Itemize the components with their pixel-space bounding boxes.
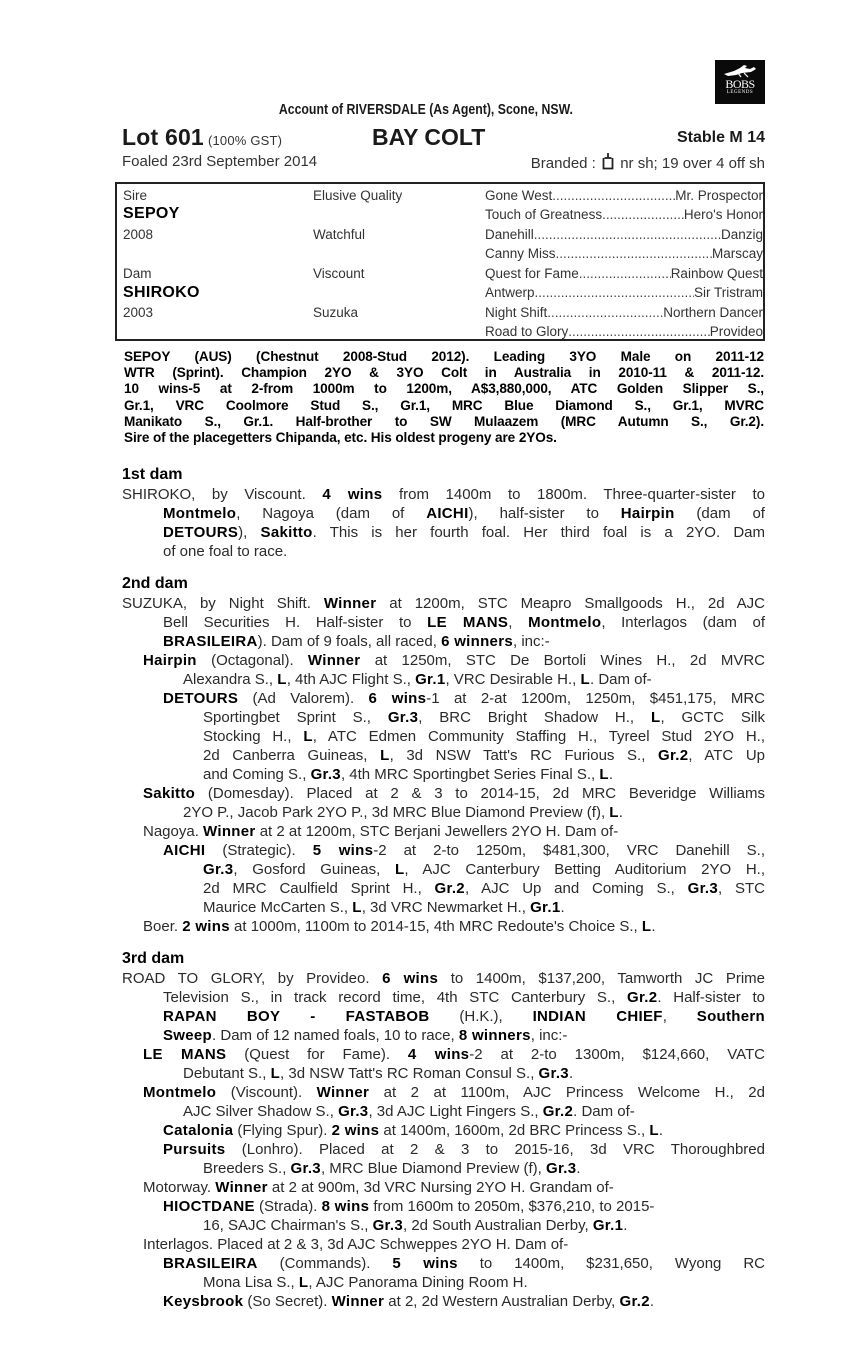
horse-sex-color: BAY COLT: [372, 124, 486, 150]
third-dam-line: HIOCTDANE (Strada). 8 wins from 1600m to 2050m, $376,210, to 2015-: [163, 1198, 655, 1215]
bold-text: Montmelo: [143, 1084, 217, 1101]
bold-text: BRASILEIRA: [163, 633, 258, 650]
ancestor-row: [485, 227, 763, 242]
ancestor-left: Quest for Fame: [485, 266, 579, 281]
bold-text: 4 wins: [407, 1046, 470, 1063]
bold-text: Gr.3: [372, 1217, 403, 1234]
bold-text: Gr.3: [546, 1160, 577, 1177]
third-dam-line: Pursuits (Lonhro). Placed at 2 & 3 to 2015-16, 3d VRC Thoroughbred: [163, 1141, 765, 1158]
sire-year: 2008: [123, 227, 154, 242]
ancestor-right: Mr. Prospector: [675, 188, 763, 203]
second-dam-line: Gr.3, Gosford Guineas, L, AJC Canterbury Betting Auditorium 2YO H.,: [203, 861, 765, 878]
bold-text: 5 wins: [312, 842, 374, 859]
bold-text: Gr.3: [387, 709, 419, 726]
bold-text: Gr.3: [203, 861, 234, 878]
sire-label: Sire: [123, 188, 148, 203]
ancestor-left: Touch of Greatness: [485, 207, 603, 222]
bold-text: 8 wins: [321, 1198, 370, 1215]
bold-text: Southern: [696, 1008, 766, 1025]
third-dam-line: Sweep. Dam of 12 named foals, 10 to race, 8 winners, inc:-: [163, 1027, 568, 1044]
dam-label: Dam: [123, 266, 152, 281]
first-dam-line: Montmelo, Nagoya (dam of AICHI), half-sister to Hairpin (dam of: [163, 505, 765, 522]
bold-text: Sakitto: [260, 524, 313, 541]
bold-text: 4 wins: [322, 486, 383, 503]
third-dam-line: Interlagos. Placed at 2 & 3, 3d AJC Schweppes 2YO H. Dam of-: [143, 1236, 569, 1253]
bold-text: 8 winners: [458, 1027, 531, 1044]
bold-text: Gr.3: [290, 1160, 321, 1177]
first-dam-heading: 1st dam: [122, 466, 183, 483]
bold-text: L: [394, 861, 405, 878]
bold-text: Montmelo: [528, 614, 602, 631]
branded-info: [440, 153, 765, 172]
third-dam-line: Motorway. Winner at 2 at 900m, 3d VRC Nursing 2YO H. Grandam of-: [143, 1179, 614, 1196]
ancestor-left: Road to Glory: [485, 324, 569, 339]
ancestor-row: [485, 246, 763, 261]
sire-summary-line: Manikato S., Gr.1. Half-brother to SW Mulaazem (MRC Autumn S., Gr.2).: [124, 413, 764, 429]
bold-text: Pursuits: [163, 1141, 226, 1158]
second-dam-line: Alexandra S., L, 4th AJC Flight S., Gr.1, VRC Desirable H., L. Dam of-: [183, 671, 652, 688]
sire-name: SEPOY: [123, 205, 180, 222]
third-dam-line: Television S., in track record time, 4th STC Canterbury S., Gr.2. Half-sister to: [163, 989, 765, 1006]
third-dam-heading: 3rd dam: [122, 950, 185, 967]
second-dam-line: SUZUKA, by Night Shift. Winner at 1200m, STC Meapro Smallgoods H., 2d AJC: [122, 595, 765, 612]
second-dam-line: and Coming S., Gr.3, 4th MRC Sportingbet Series Final S., L.: [203, 766, 614, 783]
bold-text: Sakitto: [143, 785, 196, 802]
bold-text: Hairpin: [143, 652, 197, 669]
third-dam-line: LE MANS (Quest for Fame). 4 wins-2 at 2-to 1300m, $124,660, VATC: [143, 1046, 765, 1063]
pedigree-table: [115, 182, 765, 341]
ancestor-left: Danehill: [485, 227, 534, 242]
ancestor-right: Danzig: [720, 227, 763, 242]
ancestor-left: Gone West: [485, 188, 553, 203]
bold-text: Gr.2: [434, 880, 465, 897]
dam-dam: Suzuka: [313, 305, 359, 320]
third-dam-line: Debutant S., L, 3d NSW Tatt's RC Roman Consul S., Gr.3.: [183, 1065, 574, 1082]
bold-text: L: [649, 1122, 659, 1139]
second-dam-line: AICHI (Strategic). 5 wins-2 at 2-to 1250m, $481,300, VRC Danehill S.,: [163, 842, 766, 859]
third-dam-line: Catalonia (Flying Spur). 2 wins at 1400m, 1600m, 2d BRC Princess S., L.: [163, 1122, 663, 1139]
brand-symbol-icon: [602, 153, 614, 170]
logo-subtext: LEGENDS: [726, 90, 754, 95]
bold-text: L: [277, 671, 287, 688]
dam-name: SHIROKO: [123, 284, 200, 301]
third-dam-line: Montmelo (Viscount). Winner at 2 at 1100m, AJC Princess Welcome H., 2d: [143, 1084, 765, 1101]
third-dam-line: AJC Silver Shadow S., Gr.3, 3d AJC Light Fingers S., Gr.2. Dam of-: [183, 1103, 635, 1120]
bold-text: Gr.1: [592, 1217, 624, 1234]
bold-text: RAPAN BOY - FASTABOB: [163, 1008, 430, 1025]
bold-text: Sweep: [163, 1027, 213, 1044]
bold-text: INDIAN CHIEF: [532, 1008, 663, 1025]
bold-text: Winner: [331, 1293, 385, 1310]
second-dam-line: Sakitto (Domesday). Placed at 2 & 3 to 2014-15, 2d MRC Beveridge Williams: [143, 785, 765, 802]
ancestor-right: Rainbow Quest: [670, 266, 763, 281]
second-dam-heading: 2nd dam: [122, 575, 188, 592]
bold-text: HIOCTDANE: [163, 1198, 255, 1215]
bold-text: AICHI: [426, 505, 469, 522]
bold-text: Winner: [307, 652, 361, 669]
sire-summary-line: SEPOY (AUS) (Chestnut 2008-Stud 2012). Leading 3YO Male on 2011-12: [124, 349, 764, 364]
first-dam-line: DETOURS), Sakitto. This is her fourth foal. Her third foal is a 2YO. Dam: [163, 524, 765, 541]
ancestor-right: Sir Tristram: [694, 285, 763, 300]
bold-text: Gr.2: [619, 1293, 650, 1310]
stable-location: Stable M 14: [676, 129, 765, 146]
second-dam-line: Hairpin (Octagonal). Winner at 1250m, STC De Bortoli Wines H., 2d MVRC: [143, 652, 766, 669]
bold-text: L: [609, 804, 619, 821]
bold-text: Montmelo: [163, 505, 237, 522]
sire-summary: [124, 349, 764, 446]
ancestor-right: Hero's Honor: [683, 207, 763, 222]
bold-text: LE MANS: [143, 1046, 227, 1063]
second-dam-line: 2YO P., Jacob Park 2YO P., 3d MRC Blue Diamond Preview (f), L.: [183, 804, 623, 821]
bold-text: L: [298, 1274, 309, 1291]
bold-text: Gr.1: [415, 671, 446, 688]
bold-text: 6 winners: [441, 633, 513, 650]
second-dam-line: DETOURS (Ad Valorem). 6 wins-1 at 2-at 1200m, 1250m, $451,175, MRC: [163, 690, 765, 707]
first-dam-line: of one foal to race.: [163, 543, 288, 560]
third-dam-line: ROAD TO GLORY, by Provideo. 6 wins to 1400m, $137,200, Tamworth JC Prime: [122, 970, 765, 987]
sire-summary-line: Gr.1, VRC Coolmore Stud S., Gr.1, MRC Blue Diamond S., Gr.1, MVRC: [124, 397, 764, 413]
ancestor-row: [485, 188, 763, 203]
bold-text: Winner: [215, 1179, 268, 1196]
second-dam-line: 2d MRC Caulfield Sprint H., Gr.2, AJC Up and Coming S., Gr.3, STC: [203, 880, 765, 897]
second-dam-line: 2d Canberra Guineas, L, 3d NSW Tatt's RC Furious S., Gr.2, ATC Up: [203, 747, 765, 764]
first-dam-line: SHIROKO, by Viscount. 4 wins from 1400m to 1800m. Three-quarter-sister to: [122, 486, 765, 503]
bold-text: 6 wins: [368, 690, 427, 707]
branded-text: nr sh; 19 over 4 off sh: [620, 155, 765, 172]
bold-text: L: [641, 918, 652, 935]
lot-label: Lot 601: [122, 124, 204, 150]
bold-text: LE MANS: [427, 614, 509, 631]
sire-summary-line: WTR (Sprint). Champion 2YO & 3YO Colt in Australia in 2010-11 & 2011-12.: [124, 365, 764, 381]
second-dam-line: Nagoya. Winner at 2 at 1200m, STC Berjani Jewellers 2YO H. Dam of-: [143, 823, 619, 840]
third-dam-line: Keysbrook (So Secret). Winner at 2, 2d Western Australian Derby, Gr.2.: [163, 1293, 655, 1310]
ancestor-left: Night Shift: [485, 305, 548, 320]
bold-text: Gr.2: [542, 1103, 574, 1120]
bold-text: Catalonia: [163, 1122, 234, 1139]
third-dam-line: Mona Lisa S., L, AJC Panorama Dining Room H.: [203, 1274, 528, 1291]
third-dam-line: 16, SAJC Chairman's S., Gr.3, 2d South Australian Derby, Gr.1.: [203, 1217, 628, 1234]
sire-dam: Watchful: [313, 227, 366, 242]
bold-text: L: [352, 899, 362, 916]
ancestor-left: Canny Miss: [485, 246, 556, 261]
bold-text: 6 wins: [382, 970, 439, 987]
gst-note: (100% GST): [207, 133, 283, 148]
ancestor-left: Antwerp: [485, 285, 535, 300]
bold-text: Gr.2: [657, 747, 689, 764]
bold-text: Winner: [316, 1084, 370, 1101]
branded-label: Branded :: [530, 155, 596, 172]
bold-text: DETOURS: [163, 690, 239, 707]
ancestor-right: Provideo: [709, 324, 763, 339]
dam-sire: Viscount: [313, 266, 365, 281]
third-dam-line: Breeders S., Gr.3, MRC Blue Diamond Preview (f), Gr.3.: [203, 1160, 581, 1177]
ancestor-right: Marscay: [711, 246, 763, 261]
third-dam-line: BRASILEIRA (Commands). 5 wins to 1400m, $231,650, Wyong RC: [163, 1255, 766, 1272]
bold-text: 2 wins: [331, 1122, 380, 1139]
bold-text: Gr.3: [538, 1065, 569, 1082]
ancestor-row: [485, 207, 763, 222]
logo-text: BOBS: [725, 77, 755, 91]
ancestor-row: [485, 305, 763, 320]
bold-text: Gr.1: [530, 899, 561, 916]
bold-text: Gr.3: [310, 766, 341, 783]
bold-text: L: [599, 766, 609, 783]
bold-text: Gr.3: [687, 880, 719, 897]
second-dam-line: Boer. 2 wins at 1000m, 1100m to 2014-15, 4th MRC Redoute's Choice S., L.: [143, 918, 656, 935]
ancestor-row: [485, 266, 763, 281]
ancestor-right: Northern Dancer: [663, 305, 763, 320]
foaled-date: Foaled 23rd September 2014: [122, 153, 318, 170]
bold-text: L: [270, 1065, 281, 1082]
second-dam-line: Stocking H., L, ATC Edmen Community Staffing H., Tyreel Stud 2YO H.,: [203, 728, 765, 745]
bold-text: BRASILEIRA: [163, 1255, 258, 1272]
bold-text: L: [380, 747, 390, 764]
ancestor-row: [485, 324, 763, 339]
bold-text: L: [303, 728, 313, 745]
bold-text: Hairpin: [620, 505, 675, 522]
bold-text: 2 wins: [182, 918, 230, 935]
bold-text: DETOURS: [163, 524, 239, 541]
bold-text: Gr.3: [338, 1103, 369, 1120]
bobs-logo: [715, 60, 765, 104]
bold-text: 5 wins: [392, 1255, 458, 1272]
second-dam-line: Sportingbet Sprint S., Gr.3, BRC Bright Shadow H., L, GCTC Silk: [203, 709, 766, 726]
sire-sire: Elusive Quality: [313, 188, 403, 203]
bold-text: L: [580, 671, 590, 688]
bold-text: Winner: [323, 595, 377, 612]
second-dam-line: Bell Securities H. Half-sister to LE MANS, Montmelo, Interlagos (dam of: [163, 614, 765, 631]
lot-number: [122, 124, 282, 151]
bold-text: Keysbrook: [163, 1293, 244, 1310]
third-dam-line: RAPAN BOY - FASTABOB (H.K.), INDIAN CHIEF, Southern: [163, 1008, 766, 1025]
bold-text: L: [650, 709, 661, 726]
bold-text: AICHI: [163, 842, 206, 859]
ancestor-row: [485, 285, 763, 300]
bold-text: Gr.2: [626, 989, 658, 1006]
sire-summary-line: Sire of the placegetters Chipanda, etc. His oldest progeny are 2YOs.: [124, 430, 557, 446]
second-dam-line: Maurice McCarten S., L, 3d VRC Newmarket H., Gr.1.: [203, 899, 565, 916]
sire-summary-line: 10 wins-5 at 2-from 1000m to 1200m, A$3,880,000, ATC Golden Slipper S.,: [124, 381, 764, 397]
vendor-line: [77, 101, 782, 118]
second-dam-line: BRASILEIRA). Dam of 9 foals, all raced, 6 winners, inc:-: [163, 633, 550, 650]
dam-year: 2003: [123, 305, 154, 320]
bold-text: Winner: [203, 823, 256, 840]
vendor-text: Account of RIVERSDALE (As Agent), Scone, NSW.: [278, 101, 573, 118]
